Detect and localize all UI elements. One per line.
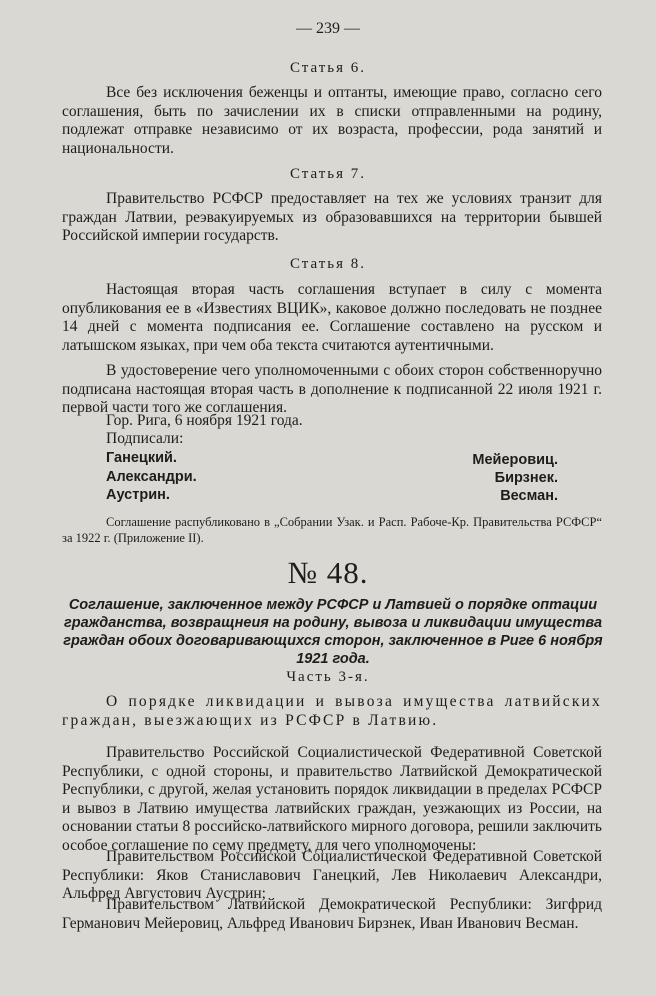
signatory-meierovits: Мейеровиц.: [472, 452, 558, 468]
part-heading: Часть 3-я.: [286, 669, 370, 685]
signed-label: Подписали:: [106, 430, 184, 447]
preamble-paragraph: Правительство Российской Социалистической Федеративной Советской Республики, с одной стороны, и правительство Латвийской Демократической Республики, с другой, желая установить порядок ликвидации в пределах РСФСР и вывоз в Латвию имущества латвийских граждан, уезжающих из России, на основании статьи 8 российско-латвийского мирного договора, решили заключить особое соглашение по сему предмету, для чего уполномочены:: [62, 744, 602, 854]
article-8-witness: В удостоверение чего уполномоченными с обоих сторон собственноручно подписана настоящая вторая часть в дополнение к подписанной 22 июля 1921 г. первой части того же соглашения.: [62, 362, 602, 416]
signatory-birznek: Бирзнек.: [494, 470, 558, 486]
signatory-ganetsky: Ганецкий.: [106, 450, 177, 466]
signatory-vesman: Весман.: [500, 488, 558, 504]
publication-footnote: Соглашение распубликовано в „Собрании Узак. и Расп. Рабоче-Кр. Правительства РСФСР“ за 1922 г. (Приложение II).: [62, 515, 602, 545]
signatory-aleksandri: Александри.: [106, 469, 197, 485]
document-number: № 48.: [287, 555, 369, 590]
document-title: Соглашение, заключенное между РСФСР и Латвией о порядке оптации гражданства, возвращнеия на родину, вывоза и ликвидации имущества граждан обоих договаривающихся сторон, заключенное в Риге 6 ноября 1921 года.: [63, 597, 603, 667]
article-6-heading: Статья 6.: [289, 60, 367, 76]
page-number: — 239 —: [296, 20, 360, 37]
signatory-austrin: Аустрин.: [106, 487, 170, 503]
rsfsr-plenipotentiaries: Правительством Российской Социалистической Федеративной Советской Республики: Яков Станиславович Ганецкий, Лев Николаевич Александри, Альфред Августович Аустрин;: [62, 848, 602, 902]
place-date: Гор. Рига, 6 ноября 1921 года.: [106, 412, 303, 429]
part-subtitle: О порядке ликвидации и вывоза имущества латвийских граждан, выезжающих из РСФСР в Латвию.: [62, 693, 602, 729]
article-7-text: Правительство РСФСР предоставляет на тех же условиях транзит для граждан Латвии, реэвакуируемых из образовавшихся на территории бывшей Российской империи государств.: [62, 190, 602, 244]
article-7-heading: Статья 7.: [289, 166, 367, 182]
article-8-heading: Статья 8.: [289, 256, 367, 272]
article-8-text: Настоящая вторая часть соглашения вступает в силу с момента опубликования ее в «Известиях ВЦИК», каковое должно последовать не позднее 14 дней с момента подписания ее. Соглашение составлено на русском и латышском языках, при чем оба текста считаются аутентичными.: [62, 281, 602, 354]
latvia-plenipotentiaries: Правительством Латвийской Демократической Республики: Зигфрид Германович Мейеровиц, Альфред Иванович Бирзнек, Иван Иванович Весман.: [62, 896, 602, 932]
article-6-text: Все без исключения беженцы и оптанты, имеющие право, согласно сего соглашения, быть по зачислении их в списки отправленными на родину, подлежат отправке независимо от их возраста, профессии, рода занятий и национальности.: [62, 84, 602, 157]
